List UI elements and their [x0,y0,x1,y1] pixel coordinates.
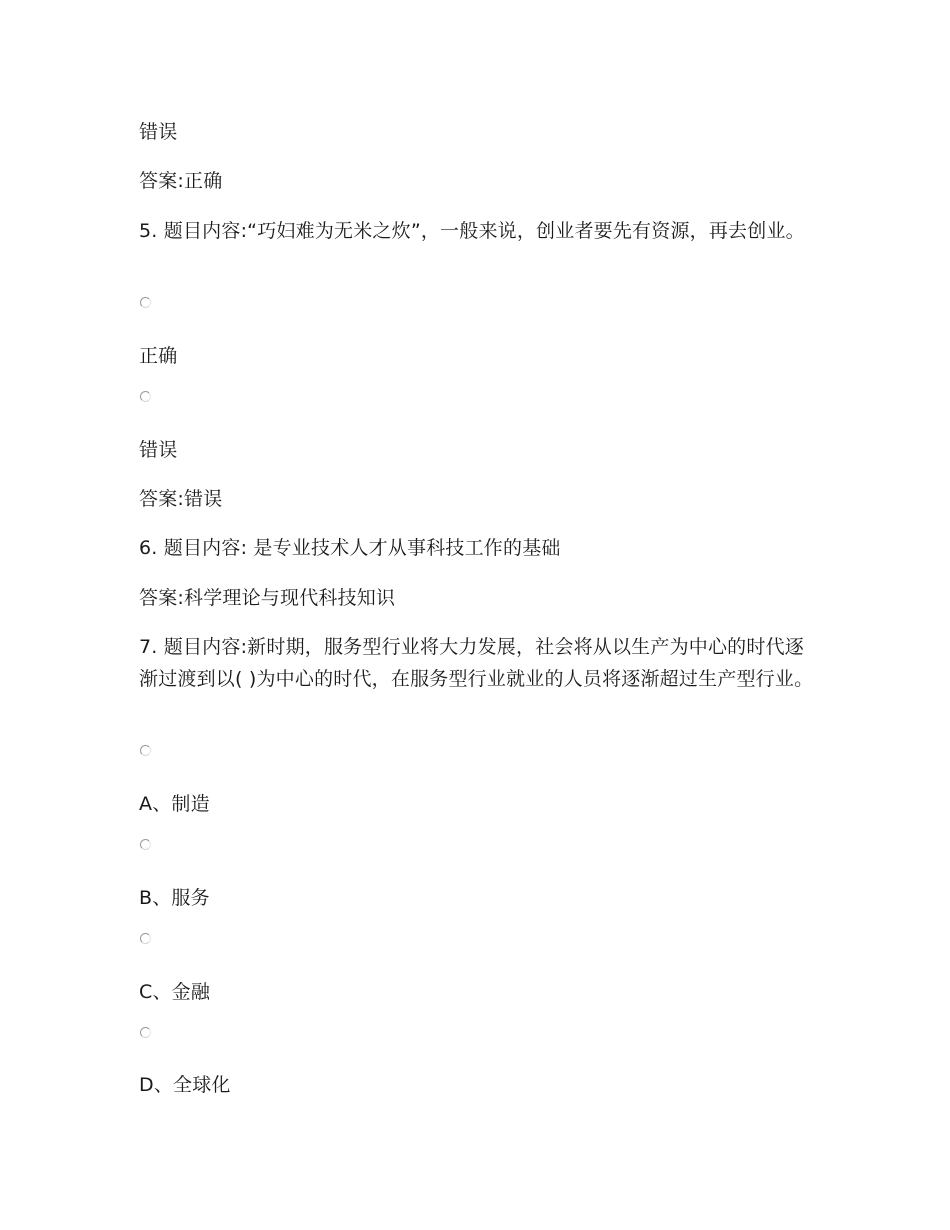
q5-radio-true[interactable] [140,297,151,308]
q7-option-a: A、制造 [139,793,210,815]
prev-option-false: 错误 [139,121,178,143]
q6-answer: 答案:科学理论与现代科技知识 [139,587,396,609]
q5-radio-false[interactable] [140,391,151,402]
q7-radio-a[interactable] [140,745,151,756]
q7-option-c: C、金融 [139,981,211,1003]
prev-answer: 答案:正确 [139,170,223,192]
q7-radio-b[interactable] [140,839,151,850]
q5-option-false: 错误 [139,439,178,461]
q7-option-d: D、全球化 [139,1074,231,1096]
q7-radio-d[interactable] [140,1027,151,1038]
q5-option-true: 正确 [139,345,178,367]
q6-question: 6. 题目内容: 是专业技术人才从事科技工作的基础 [139,537,561,559]
q7-radio-c[interactable] [140,933,151,944]
q7-question: 7. 题目内容:新时期，服务型行业将大力发展，社会将从以生产为中心的时代逐渐过渡到以( )为中心的时代，在服务型行业就业的人员将逐渐超过生产型行业。 [139,636,814,690]
q5-question: 5. 题目内容:“巧妇难为无米之炊”，一般来说，创业者要先有资源，再去创业。 [139,220,805,242]
q7-option-b: B、服务 [139,887,210,909]
q5-answer: 答案:错误 [139,488,223,510]
